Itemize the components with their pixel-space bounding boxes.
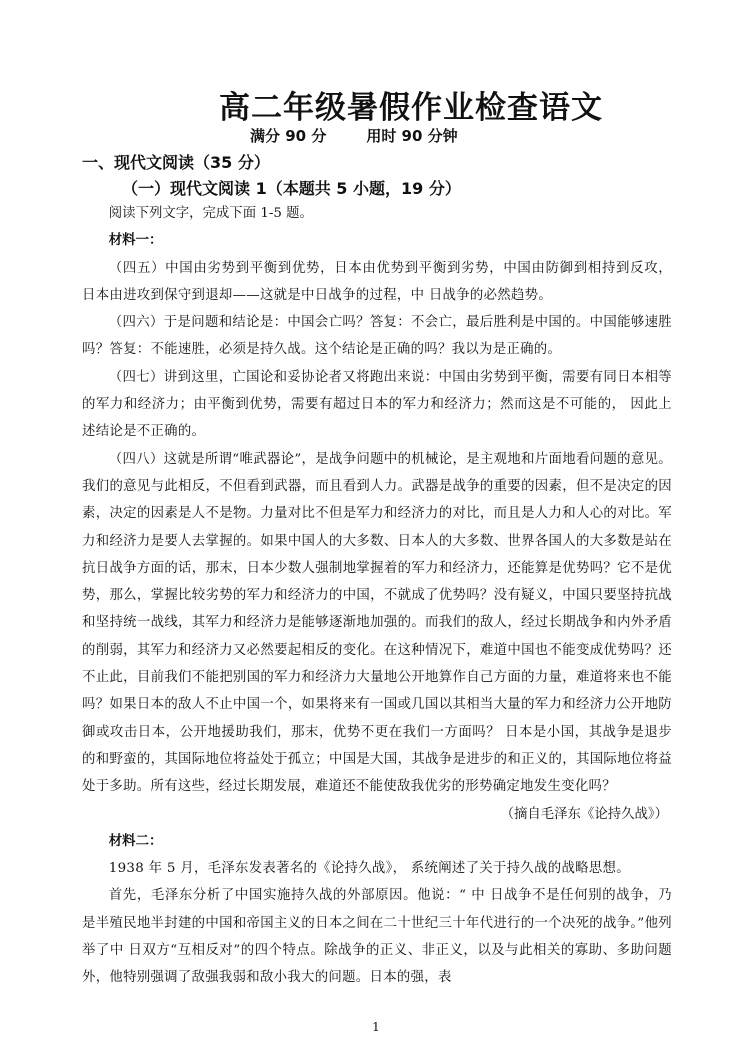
material1-paragraph: （四八）这就是所谓“唯武器论”，是战争问题中的机械论，是主观地和片面地看问题的意见。我们的意见与此相反，不但看到武器，而且看到人力。武器是战争的重要的因素，但不是决定的因素，决定的因素是人不是物。力量对比不但是军力和经济力的对比，而且是人力和人心的对比。军力和经济力是要人去掌握的。如果中国人的大多数、日本人的大多数、世界各国人的大多数是站在抗日战争方面的话，那末，日本少数人强制地掌握着的军力和经济力，还能算是优势吗？它不是优势，那么，掌握比较劣势的军力和经济力的中国，不就成了优势吗？没有疑义，中国只要坚持抗战和坚持统一战线，其军力和经济力是能够逐渐地加强的。而我们的敌人，经过长期战争和内外矛盾的削弱，其军力和经济力又必然要起相反的变化。在这种情况下，难道中国也不能变成优势吗？还不止此，目前我们不能把别国的军力和经济力大量地公开地算作自己方面的力量，难道将来也不能吗？如果日本的敌人不止中国一个，如果将来有一国或几国以其相当大量的军力和经济力公开地防御或攻击日本，公开地援助我们，那末，优势不更在我们一方面吗？ 日本是小国，其战争是退步的和野蛮的，其国际地位将益处于孤立；中国是大国，其战争是进步的和正义的，其国际地位将益处于多助。所有这些，经过长期发展，难道还不能使敌我优劣的形势确定地发生变化吗？ [82,451,672,795]
material2-paragraph: 首先，毛泽东分析了中国实施持久战的外部原因。他说：“ 中 日战争不是任何别的战争，乃是半殖民地半封建的中国和帝国主义的日本之间在二十世纪三十年代进行的一个决死的战争。”他列举了中 日双方“互相反对”的四个特点。除战争的正义、非正义，以及与此相关的寡助、多助问题外，他特别强调了敌强我弱和敌小我大的问题。日本的强，表 [82,888,672,986]
section-heading: 一、现代文阅读（35 分） [82,153,270,172]
material1-paragraph: （四七）讲到这里，亡国论和妥协论者又将跑出来说：中国由劣势到平衡，需要有同日本相等的军力和经济力；由平衡到优势，需要有超过日本的军力和经济力；然而这是不可能的， 因此上述结论是不正确的。 [82,369,672,440]
material1-paragraph: （四六）于是问题和结论是：中国会亡吗？答复：不会亡，最后胜利是中国的。中国能够速胜吗？答复：不能速胜，必须是持久战。这个结论是正确的吗？我以为是正确的。 [82,315,672,358]
instruction-text: 阅读下列文字，完成下面 1-5 题。 [108,206,313,221]
material1-source: （摘自毛泽东《论持久战》） [500,806,668,822]
material1-label: 材料一： [108,232,163,249]
material2-paragraph: 1938 年 5 月，毛泽东发表著名的《论持久战》， 系统阐述了关于持久战的战略思想。 [108,861,630,877]
exam-time: 用时 90 分钟 [366,127,458,145]
subsection-heading: （一）现代文阅读 1（本题共 5 小题，19 分） [122,179,461,198]
exam-title: 高二年级暑假作业检查语文 [219,90,603,126]
exam-subtitle [250,125,498,146]
page-number: 1 [372,1020,380,1034]
full-marks: 满分 90 分 [250,127,327,145]
reading-body [82,200,672,992]
material2-label: 材料二： [108,832,163,849]
material1-paragraph: （四五）中国由劣势到平衡到优势，日本由优势到平衡到劣势，中国由防御到相持到反攻， 日本由进攻到保守到退却——这就是中日战争的过程，中 日战争的必然趋势。 [82,260,672,303]
